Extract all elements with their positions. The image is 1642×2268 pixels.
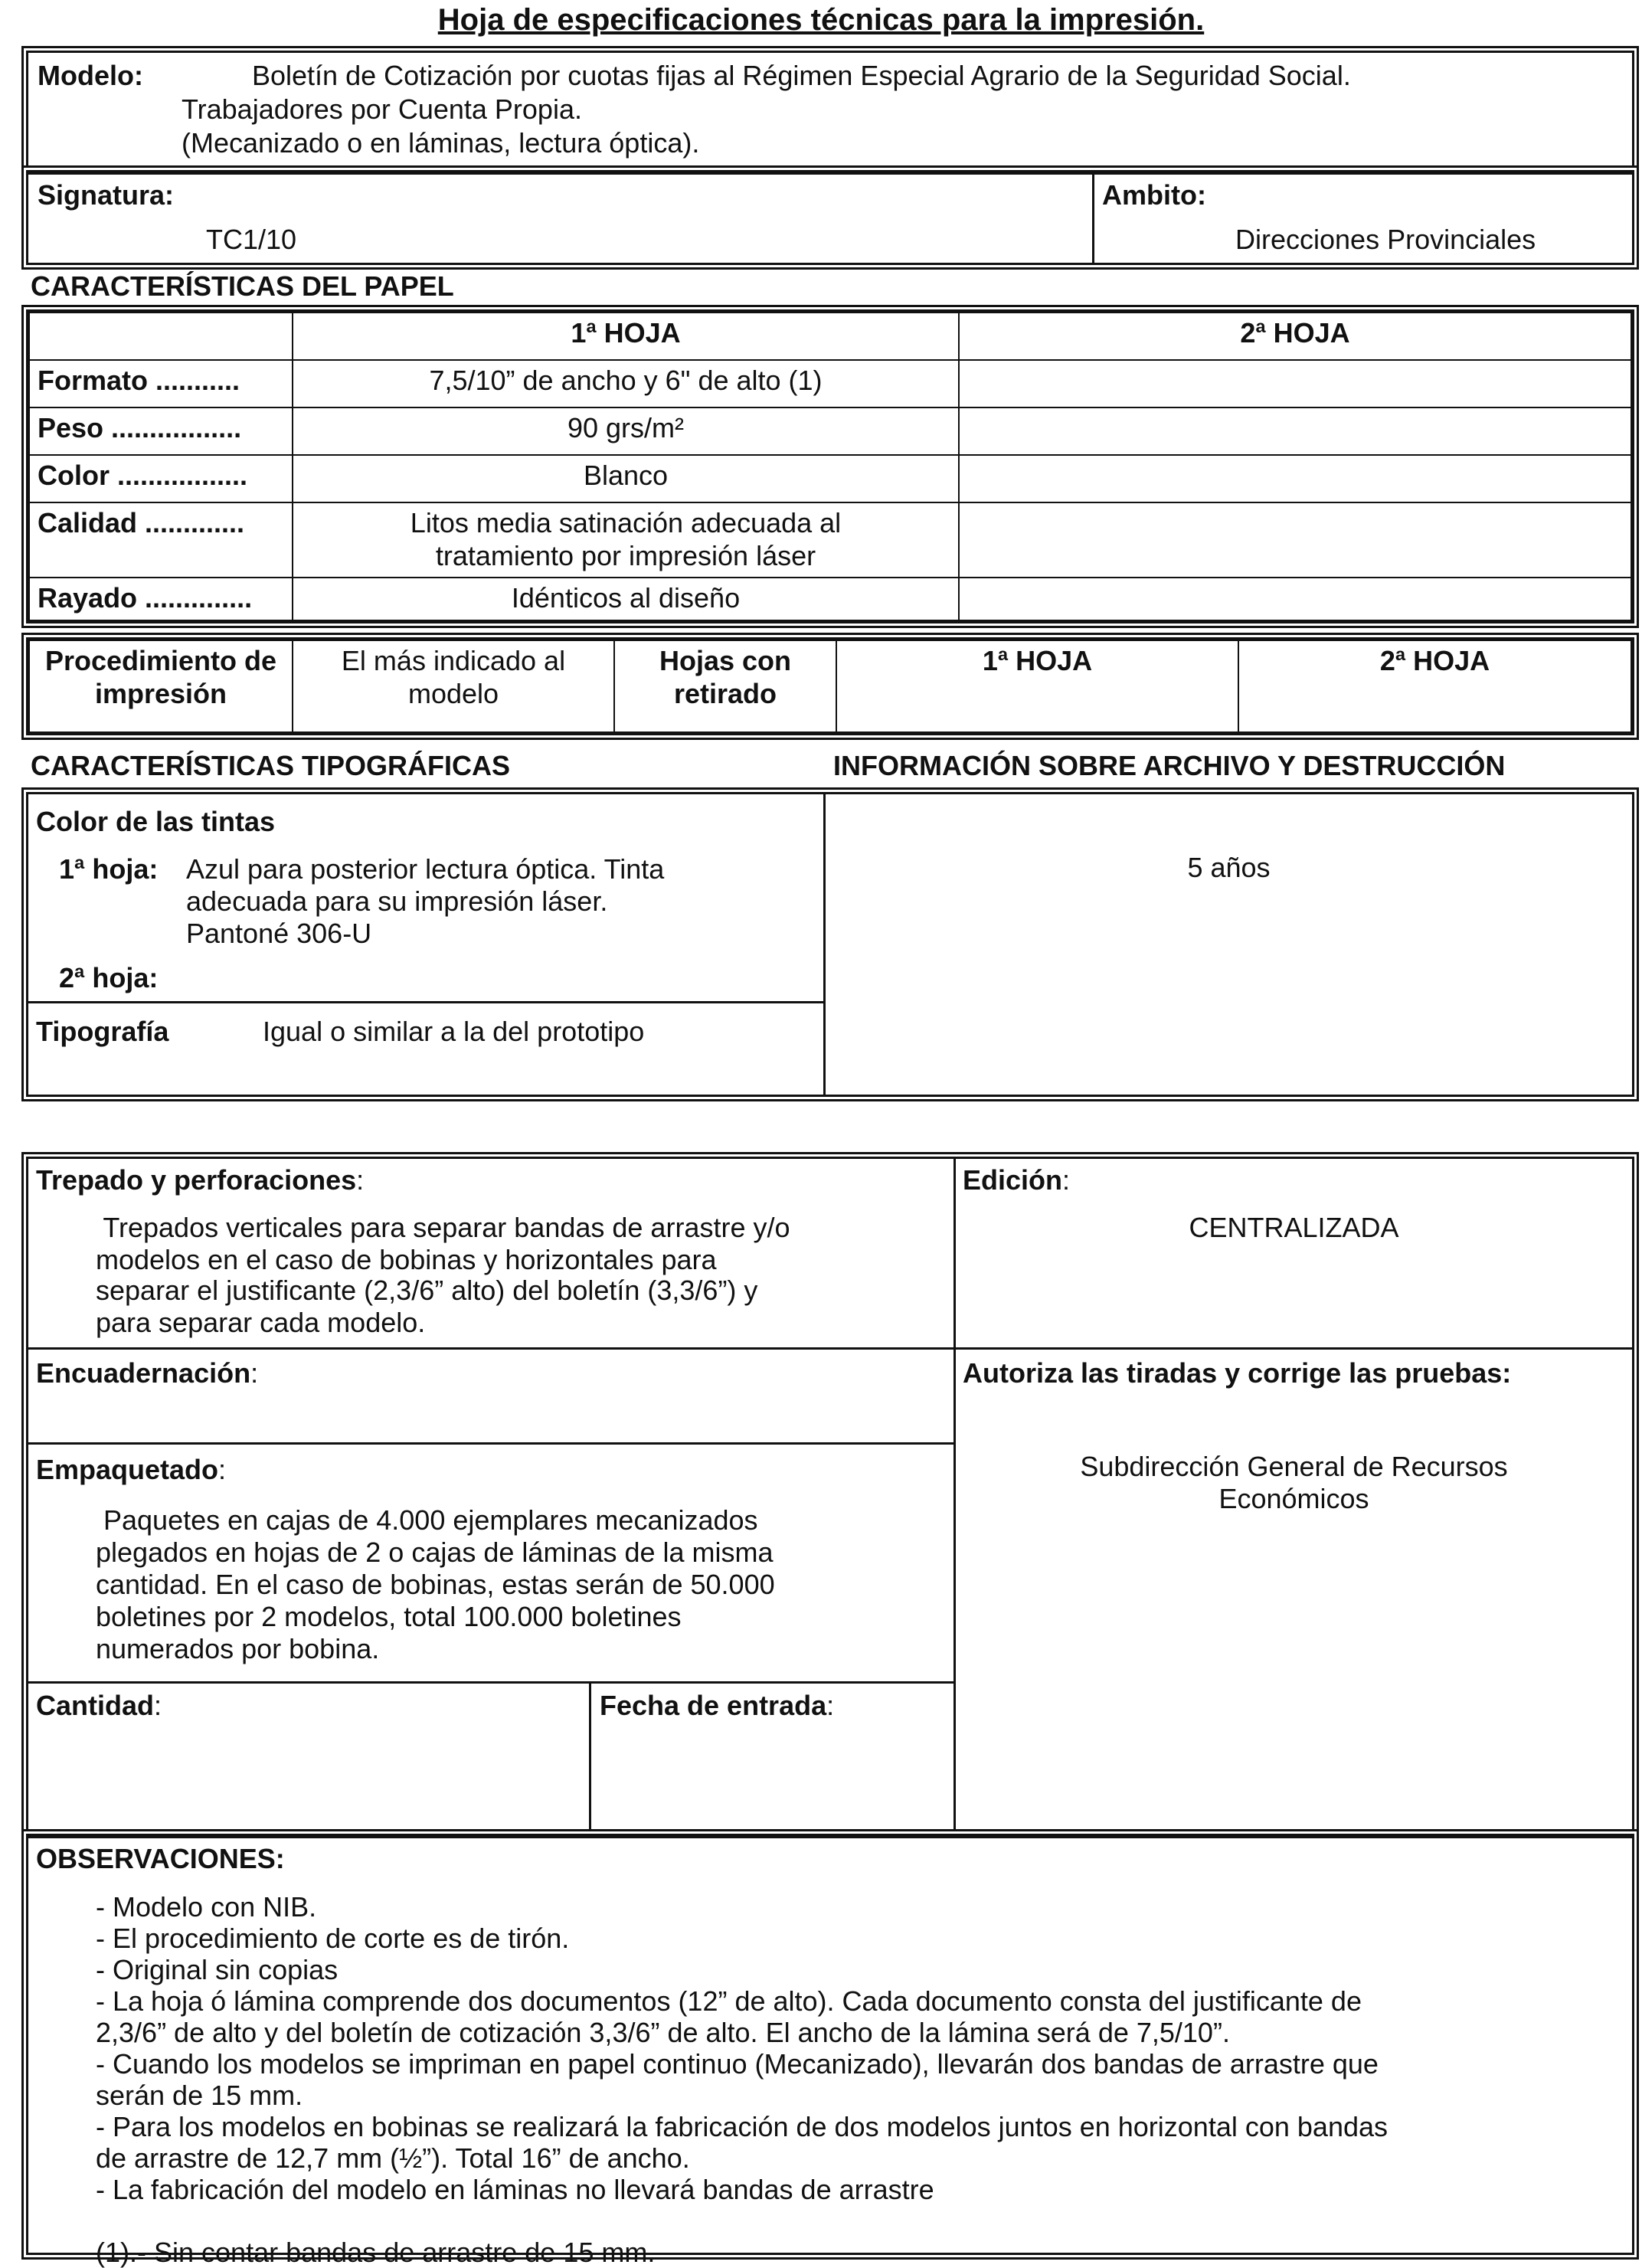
edicion-heading: Edición: bbox=[963, 1164, 1071, 1196]
modelo-label: Modelo: bbox=[38, 60, 143, 91]
observaciones-label: OBSERVACIONES: bbox=[36, 1843, 285, 1874]
hoja1-label: 1ª hoja: bbox=[59, 853, 159, 885]
procedimiento-table bbox=[26, 637, 1634, 735]
papel-section-title: CARACTERÍSTICAS DEL PAPEL bbox=[31, 270, 454, 302]
archivo-value: 5 años bbox=[1187, 852, 1271, 883]
hoja1-line-1: Azul para posterior lectura óptica. Tinta bbox=[186, 853, 665, 885]
procedimiento-value: El más indicado al modelo bbox=[293, 640, 614, 732]
observacion-footnote: (1).- Sin contar bandas de arrastre de 15 mm. bbox=[96, 2237, 656, 2268]
rayado-label: Rayado .............. bbox=[29, 578, 293, 620]
color-label: Color ................. bbox=[29, 455, 293, 502]
autoriza-label: Autoriza las tiradas y corrige las pruebas: bbox=[963, 1357, 1512, 1389]
trepado-line-3: separar el justificante (2,3/6” alto) del boletín (3,3/6”) y bbox=[96, 1275, 758, 1306]
trepado-line-4: para separar cada modelo. bbox=[96, 1307, 426, 1338]
observacion-line: 2,3/6” de alto y del boletín de cotización 3,3/6” de alto. El ancho de la lámina será de 7,5/10”. bbox=[96, 2017, 1230, 2048]
empaquetado-line-3: cantidad. En el caso de bobinas, estas serán de 50.000 bbox=[96, 1569, 775, 1600]
empaquetado-line-1: Paquetes en cajas de 4.000 ejemplares mecanizados bbox=[96, 1504, 758, 1536]
modelo-line-3: (Mecanizado o en láminas, lectura óptica). bbox=[182, 127, 700, 159]
papel-header-empty bbox=[29, 313, 293, 360]
trepado-line-1: Trepados verticales para separar bandas de arrastre y/o bbox=[96, 1212, 790, 1243]
formato-label: Formato ........... bbox=[29, 360, 293, 407]
hoja1-line-2: adecuada para su impresión láser. bbox=[186, 885, 608, 917]
calidad-hoja1: Litos media satinación adecuada al tratamiento por impresión láser bbox=[293, 502, 959, 578]
signatura-ambito-box bbox=[26, 170, 1634, 265]
calidad-label: Calidad ............. bbox=[29, 502, 293, 578]
peso-hoja2 bbox=[959, 407, 1631, 455]
color-hoja2 bbox=[959, 455, 1631, 502]
modelo-box bbox=[26, 51, 1634, 170]
hoja1-line-3: Pantoné 306-U bbox=[186, 918, 372, 949]
signatura-label: Signatura: bbox=[38, 179, 175, 211]
retirado-hoja1: 1ª HOJA bbox=[836, 640, 1238, 732]
tipografia-value: Igual o similar a la del prototipo bbox=[263, 1016, 645, 1047]
empaquetado-line-2: plegados en hojas de 2 o cajas de láminas de la misma bbox=[96, 1537, 774, 1568]
observacion-line: - La fabricación del modelo en láminas no llevará bandas de arrastre bbox=[96, 2174, 934, 2205]
observacion-line: - Para los modelos en bobinas se realizará la fabricación de dos modelos juntos en horizontal con bandas bbox=[96, 2111, 1389, 2142]
modelo-line-1: Boletín de Cotización por cuotas fijas al Régimen Especial Agrario de la Seguridad Social. bbox=[252, 60, 1351, 91]
retirado-label: Hojas con retirado bbox=[614, 640, 836, 732]
empaquetado-heading: Empaquetado: bbox=[36, 1454, 227, 1485]
ambito-value: Direcciones Provinciales bbox=[1235, 224, 1536, 255]
peso-hoja1: 90 grs/m² bbox=[293, 407, 959, 455]
observaciones-box bbox=[26, 1834, 1634, 2268]
observacion-line: serán de 15 mm. bbox=[96, 2080, 303, 2111]
formato-hoja2 bbox=[959, 360, 1631, 407]
cantidad-heading: Cantidad: bbox=[36, 1690, 162, 1721]
peso-label: Peso ................. bbox=[29, 407, 293, 455]
page-title: Hoja de especificaciones técnicas para la impresión. bbox=[437, 3, 1205, 37]
observacion-line: - El procedimiento de corte es de tirón. bbox=[96, 1923, 570, 1954]
trepado-line-2: modelos en el caso de bobinas y horizontales para bbox=[96, 1244, 717, 1275]
autoriza-line-1: Subdirección General de Recursos bbox=[1080, 1451, 1508, 1482]
tipografia-box bbox=[26, 792, 1634, 1097]
tintas-label: Color de las tintas bbox=[36, 806, 276, 837]
empaquetado-line-4: boletines por 2 modelos, total 100.000 boletines bbox=[96, 1601, 682, 1632]
observacion-line: - Cuando los modelos se impriman en papel continuo (Mecanizado), llevarán dos bandas de arrastre que bbox=[96, 2048, 1379, 2080]
observacion-line: de arrastre de 12,7 mm (½”). Total 16” de ancho. bbox=[96, 2142, 690, 2174]
formato-hoja1: 7,5/10” de ancho y 6" de alto (1) bbox=[293, 360, 959, 407]
observacion-line: - La hoja ó lámina comprende dos documentos (12” de alto). Cada documento consta del justificante de bbox=[96, 1985, 1362, 2017]
archivo-section-title: INFORMACIÓN SOBRE ARCHIVO Y DESTRUCCIÓN bbox=[833, 750, 1506, 781]
edicion-value: CENTRALIZADA bbox=[1189, 1212, 1399, 1243]
calidad-hoja2 bbox=[959, 502, 1631, 578]
tipografia-label: Tipografía bbox=[36, 1016, 169, 1047]
color-hoja1: Blanco bbox=[293, 455, 959, 502]
empaquetado-line-5: numerados por bobina. bbox=[96, 1633, 380, 1664]
observacion-line: - Original sin copias bbox=[96, 1954, 339, 1985]
papel-header-hoja2: 2ª HOJA bbox=[959, 313, 1631, 360]
tipografia-section-title: CARACTERÍSTICAS TIPOGRÁFICAS bbox=[31, 750, 511, 781]
observaciones-list bbox=[96, 1891, 1388, 2268]
rayado-hoja1: Idénticos al diseño bbox=[293, 578, 959, 620]
ambito-label: Ambito: bbox=[1102, 179, 1206, 211]
hoja2-label: 2ª hoja: bbox=[59, 962, 159, 993]
procedimiento-label: Procedimiento de impresión bbox=[29, 640, 293, 732]
rayado-hoja2 bbox=[959, 578, 1631, 620]
autoriza-line-2: Económicos bbox=[1218, 1483, 1369, 1514]
trepado-heading: Trepado y perforaciones: bbox=[36, 1164, 365, 1196]
observacion-line: - Modelo con NIB. bbox=[96, 1891, 317, 1923]
retirado-hoja2: 2ª HOJA bbox=[1238, 640, 1631, 732]
papel-table bbox=[26, 309, 1634, 623]
signatura-value: TC1/10 bbox=[206, 224, 297, 255]
papel-header-hoja1: 1ª HOJA bbox=[293, 313, 959, 360]
modelo-line-2: Trabajadores por Cuenta Propia. bbox=[182, 93, 582, 125]
produccion-box bbox=[26, 1157, 1634, 1834]
observacion-line bbox=[96, 2205, 1388, 2237]
encuadernacion-heading: Encuadernación: bbox=[36, 1357, 259, 1389]
fecha-heading: Fecha de entrada: bbox=[600, 1690, 835, 1721]
